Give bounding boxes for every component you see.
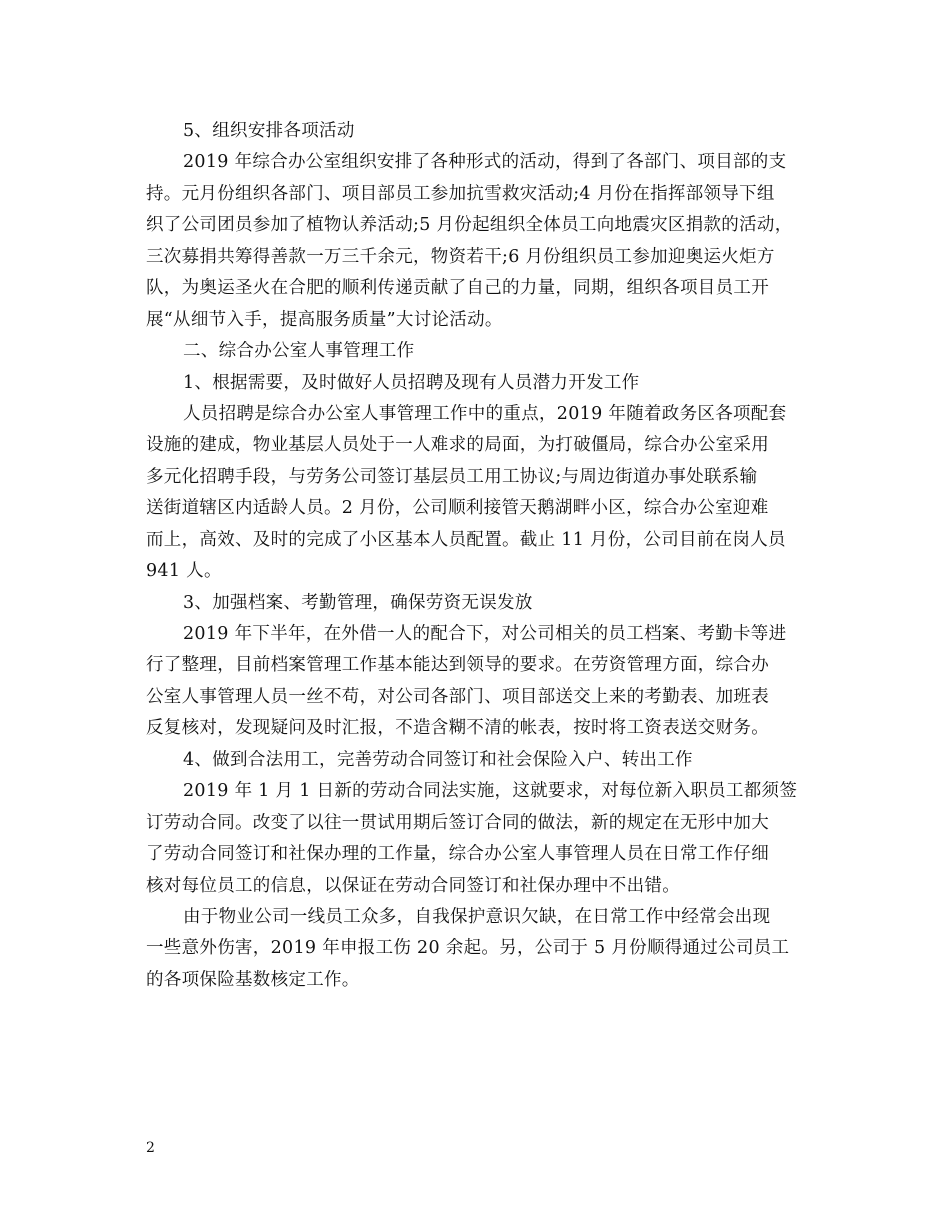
text-line: 由于物业公司一线员工众多，自我保护意识欠缺，在日常工作中经常会出现 — [183, 906, 771, 927]
text-line: 5、组织安排各项活动 — [183, 121, 355, 141]
text-line: 二、综合办公室人事管理工作 — [183, 341, 415, 362]
text-line: 2019 年下半年，在外借一人的配合下，对公司相关的员工档案、考勤卡等进 — [183, 624, 787, 644]
text-line: 而上，高效、及时的完成了小区基本人员配置。截止 11 月份，公司目前在岗人员 — [146, 529, 786, 550]
text-line: 送街道辖区内适龄人员。2 月份，公司顺利接管天鹅湖畔小区，综合办公室迎难 — [146, 498, 769, 519]
text-line: 持。元月份组织各部门、项目部员工参加抗雪救灾活动;4 月份在指挥部领导下组 — [146, 183, 775, 204]
text-line: 展“从细节入手，提高服务质量”大讨论活动。 — [146, 309, 503, 330]
text-line: 织了公司团员参加了植物认养活动;5 月份起组织全体员工向地震灾区捐款的活动， — [146, 215, 793, 236]
text-line: 一些意外伤害，2019 年申报工伤 20 余起。另，公司于 5 月份顺得通过公司员工 — [146, 938, 790, 959]
text-line: 反复核对，发现疑问及时汇报，不造含糊不清的帐表，按时将工资表送交财务。 — [146, 718, 769, 739]
text-line: 设施的建成，物业基层人员处于一人难求的局面，为打破僵局，综合办公室采用 — [146, 435, 769, 456]
text-line: 的各项保险基数核定工作。 — [146, 969, 360, 990]
text-line: 公室人事管理人员一丝不苟，对公司各部门、项目部送交上来的考勤表、加班表 — [146, 686, 769, 707]
text-line: 三次募捐共筹得善款一万三千余元，物资若干;6 月份组织员工参加迎奥运火炬方 — [146, 246, 775, 267]
text-line: 3、加强档案、考勤管理，确保劳资无误发放 — [183, 592, 533, 613]
text-line: 多元化招聘手段，与劳务公司签订基层员工用工协议;与周边街道办事处联系输 — [146, 466, 758, 487]
text-line: 订劳动合同。改变了以往一贯试用期后签订合同的做法，新的规定在无形中加大 — [146, 812, 769, 833]
page-number: 2 — [146, 1140, 155, 1156]
text-line: 核对每位员工的信息，以保证在劳动合同签订和社保办理中不出错。 — [146, 875, 680, 896]
text-line: 4、做到合法用工，完善劳动合同签订和社会保险入户、转出工作 — [183, 749, 693, 770]
text-line: 了劳动合同签订和社保办理的工作量，综合办公室人事管理人员在日常工作仔细 — [146, 844, 769, 865]
text-line: 队，为奥运圣火在合肥的顺利传递贡献了自己的力量，同期，组织各项目员工开 — [146, 278, 769, 299]
text-line: 1、根据需要，及时做好人员招聘及现有人员潜力开发工作 — [183, 372, 640, 393]
text-line: 2019 年 1 月 1 日新的劳动合同法实施，这就要求，对每位新入职员工都须签 — [183, 781, 798, 802]
text-line: 941 人。 — [146, 561, 222, 582]
document-body — [146, 116, 826, 996]
text-line: 人员招聘是综合办公室人事管理工作中的重点，2019 年随着政务区各项配套 — [183, 403, 787, 424]
text-line: 2019 年综合办公室组织安排了各种形式的活动，得到了各部门、项目部的支 — [183, 152, 787, 173]
text-line: 行了整理，目前档案管理工作基本能达到领导的要求。在劳资管理方面，综合办 — [146, 655, 769, 676]
